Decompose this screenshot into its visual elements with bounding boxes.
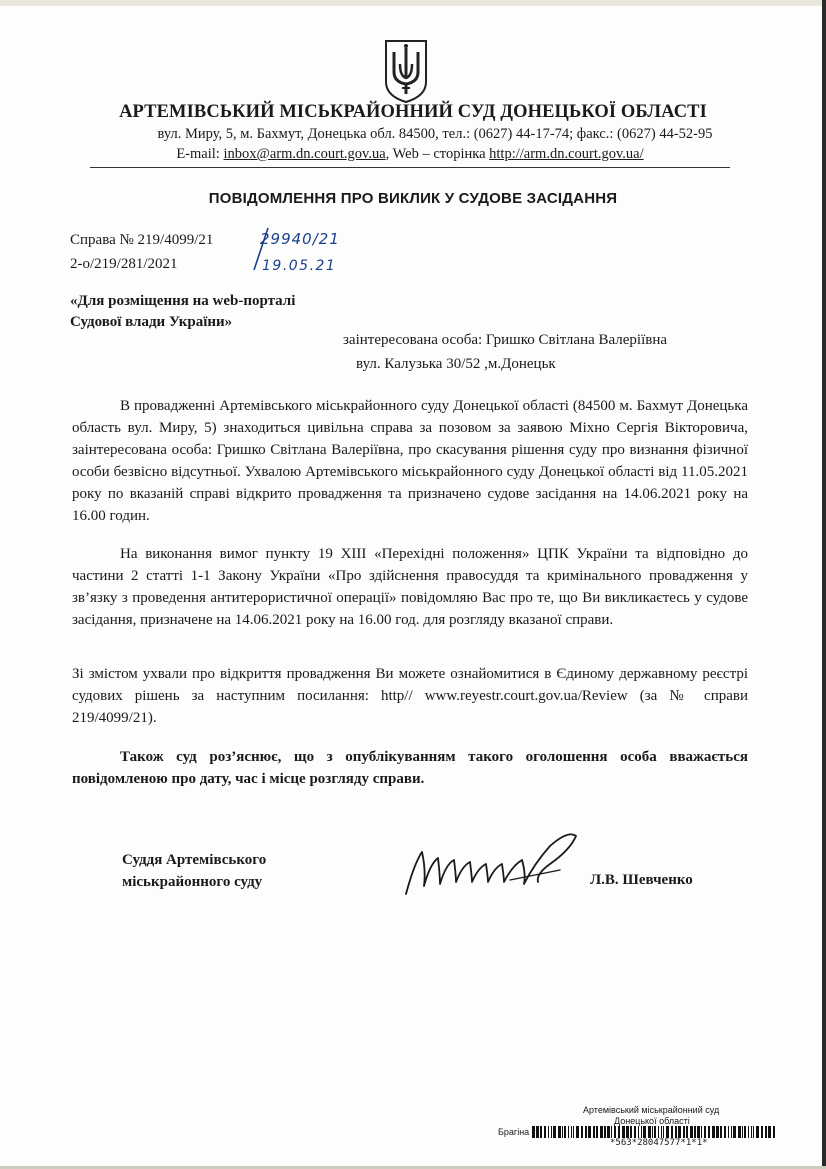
email-link[interactable]: inbox@arm.dn.court.gov.ua xyxy=(223,146,386,162)
scan-edge-right xyxy=(822,0,826,1169)
case-number: Справа № 219/4099/21 xyxy=(70,232,214,248)
coat-of-arms-icon xyxy=(382,38,430,104)
handwritten-registration-date: 19.05.21 xyxy=(262,258,337,274)
recipient-name: заінтересована особа: Гришко Світлана Валеріївна xyxy=(343,332,668,348)
recipient-address: вул. Калузька 30/52 ,м.Донецьк xyxy=(356,356,556,372)
handwritten-registration-number: 29940/21 xyxy=(260,230,340,248)
portal-note-line2: Судової влади України» xyxy=(70,314,233,330)
header-divider xyxy=(90,167,730,168)
body-paragraph-3: Зі змістом ухвали про відкриття провадження Ви можете ознайомитися в Єдиному державному реєстрі судових рішень за наступним посилання: http// www.reyestr.court.gov.ua/Review (за № справи 219/4099/21). xyxy=(72,666,748,726)
stamp-clerk: Брагіна xyxy=(498,1127,530,1137)
body-paragraph-2: На виконання вимог пункту 19 XIII «Перехідні положення» ЦПК України та відповідно до частини 2 статті 1-1 Закону України «Про здійснення правосуддя та кримінального провадження у зв’язку з проведення антитерористичної операції» повідомляю Вас про те, що Ви викликаєтесь у судове засідання, призначене на 14.06.2021 року на 16.00 год. для розгляду вказаної справи. xyxy=(72,546,748,628)
body-paragraph-1: В провадженні Артемівського міськрайонного суду Донецької області (84500 м. Бахмут Донецька область вул. Миру, 5) знаходиться цивільна справа за позовом за заявою Міхно Сергія Вікторовича, заінтересована особа: Гришко Світлана Валеріївна, про скасування рішення суду про визнання фізичної особи безвісно відсутньої. Ухвалою Артемівського міськрайонного суду Донецької області від 11.05.2021 року по вказаній справі відкрито провадження та призначено судове засідання на 14.06.2021 року на 16.00 годин. xyxy=(72,398,748,524)
judge-title-line2: міськрайонного суду xyxy=(122,874,263,890)
portal-note-line1: «Для розміщення на web-порталі xyxy=(70,293,296,309)
web-label: , Web – сторінка xyxy=(385,146,490,162)
proceeding-number: 2-о/219/281/2021 xyxy=(70,256,178,272)
stamp-region: Донецької області xyxy=(614,1116,690,1126)
stamp-court-name: Артемівський міськрайонний суд xyxy=(583,1105,720,1115)
barcode xyxy=(532,1126,778,1138)
judge-title-line1: Суддя Артемівського xyxy=(122,852,267,868)
notice-title: ПОВІДОМЛЕННЯ ПРО ВИКЛИК У СУДОВЕ ЗАСІДАННЯ xyxy=(208,190,618,207)
web-link[interactable]: http://arm.dn.court.gov.ua/ xyxy=(489,146,644,162)
court-name: АРТЕМІВСЬКИЙ МІСЬКРАЙОННИЙ СУД ДОНЕЦЬКОЇ ОБЛАСТІ xyxy=(119,102,707,122)
court-contacts xyxy=(70,146,750,163)
email-label: E-mail: xyxy=(176,146,224,162)
judge-name: Л.В. Шевченко xyxy=(590,872,693,888)
barcode-text: *563*28047577*1*1* xyxy=(610,1138,708,1148)
handwritten-signature xyxy=(400,824,590,914)
court-address: вул. Миру, 5, м. Бахмут, Донецька обл. 84500, тел.: (0627) 44-17-74; факс.: (0627) 44-52-95 xyxy=(157,126,713,142)
scan-edge-top xyxy=(0,0,826,6)
body-paragraph-4: Також суд роз’яснює, що з опублікуванням такого оголошення особа вважається повідомленою про дату, час і місце розгляду справи. xyxy=(72,749,748,787)
